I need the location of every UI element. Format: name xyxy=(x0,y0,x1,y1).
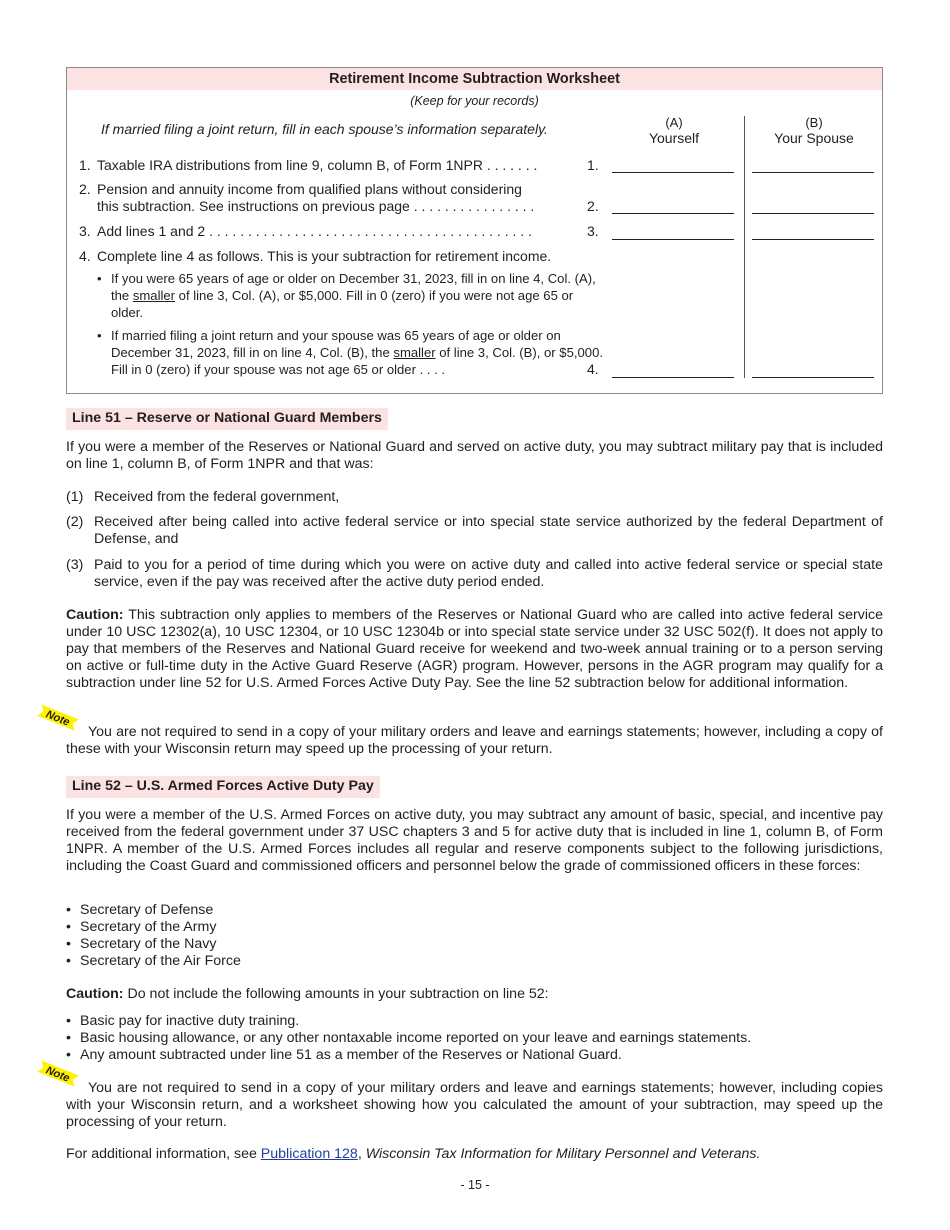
line-52-caution: Caution: Do not include the following amounts in your subtraction on line 52: xyxy=(66,986,549,1002)
list-item: • Secretary of the Air Force xyxy=(66,953,241,969)
line-3-col-a-field[interactable] xyxy=(612,239,734,240)
worksheet-title: Retirement Income Subtraction Worksheet xyxy=(67,68,882,90)
column-a-label: Yourself xyxy=(648,130,700,146)
line-3-col-b-field[interactable] xyxy=(752,239,874,240)
column-divider xyxy=(744,116,745,378)
line-2-col-b-field[interactable] xyxy=(752,213,874,214)
exclusion-list xyxy=(66,1013,883,1064)
column-a-letter: (A) xyxy=(665,115,683,130)
line-4-col-b-field[interactable] xyxy=(752,377,874,378)
line-2-col-a-field[interactable] xyxy=(612,213,734,214)
line-4-bullet-yourself: • If you were 65 years of age or older on December 31, 2023, fill in on line 4, Col. (A), the smaller of line 3, Col. (A), or $5,000. Fill in 0 (zero) if you were not age 65 or older. xyxy=(97,271,596,320)
line-52-heading: Line 52 – U.S. Armed Forces Active Duty Pay xyxy=(66,776,380,798)
page-number: - 15 - xyxy=(460,1178,490,1192)
list-item: • Secretary of the Army xyxy=(66,919,217,935)
list-item: • Secretary of Defense xyxy=(66,902,214,918)
line-51-caution: Caution: This subtraction only applies to members of the Reserves or National Guard who are called into active federal service under 10 USC 12302(a), 10 USC 12304, or 10 USC 12304b or into special state service under 32 USC 502(f). It does not apply to pay that members of the Reserves and National Guard receive for weekend and two-week annual training or to a person serving on active or full-time duty in the Active Guard Reserve (AGR) program. However, persons in the AGR program may qualify for a subtraction under line 52 for U.S. Armed Forces Active Duty Pay. See the line 52 subtraction below for additional information. xyxy=(66,607,883,691)
line-4-col-a-field[interactable] xyxy=(612,377,734,378)
column-b-header xyxy=(753,115,875,147)
page-content xyxy=(44,67,883,1162)
column-b-letter: (B) xyxy=(805,115,823,130)
retirement-worksheet: Retirement Income Subtraction Worksheet (Keep for your records) If married filing a joint return, fill in each spouse’s information separately. (A) Yourself (B) Your Spouse 1. Taxable IRA distributions from line 9, column B, of Form 1NPR . . . . . . . 1. 2. Pension and annuity income from qualified plans without considering this subtraction. See instructions on previous page . . . . . . . . . . . . . . . . 2. 3. Add lines 1 and 2 . . . . . . . . . . . . . . . . . . . . . . . . . . . . . . . . . . . . . . . . . . 3. 4. Complete line 4 as follows. This is your subtraction for retirement income. • If you were 65 years of age or older on December 31, 2023, fill in on line 4, Col. (A), the smaller of line 3, Col. (A), or $5,000. Fill in 0 (zero) if you were not age 65 or older. • If married filing a joint return and your spouse was 65 years of age or older on December 31, 2023, fill in on line 4, Col. (B), the smaller of line 3, Col. (B), or $5,000. Fill in 0 (zero) if your spouse was not age 65 or older . . . . 4. xyxy=(66,67,883,394)
line-1-col-a-field[interactable] xyxy=(612,172,734,173)
list-item: • Basic housing allowance, or any other nontaxable income reported on your leave and earnings statements. xyxy=(66,1030,752,1046)
line-52-note: You are not required to send in a copy of your military orders and leave and earnings statements; however, including copies with your Wisconsin return, and a worksheet showing how you calculated the amount of your subtraction, may speed up the processing of your return. xyxy=(66,1080,883,1130)
line-51-note: You are not required to send in a copy of your military orders and leave and earnings statements; however, including a copy of these with your Wisconsin return may speed up the processing of your return. xyxy=(66,724,883,757)
column-b-label: Your Spouse xyxy=(774,130,854,146)
line-52-intro: If you were a member of the U.S. Armed Forces on active duty, you may subtract any amount of basic, special, and incentive pay received from the federal government under 37 USC chapters 3 and 5 for active duty that is included in line 1, column B, of Form 1NPR. A member of the U.S. Armed Forces includes all regular and reserve components subject to the following jurisdictions, including the Coast Guard and commissioned officers and personnel below the grade of commissioned officers in these forces: xyxy=(66,807,883,874)
svg-text:Note: Note xyxy=(44,708,72,729)
line-51-item-2: (2) Received after being called into active federal service or into special state service authorized by the federal Department of Defense, and xyxy=(66,514,883,547)
line-51-item-1: (1) Received from the federal government, xyxy=(66,489,340,505)
worksheet-subtitle: (Keep for your records) xyxy=(410,94,539,108)
additional-info: For additional information, see Publication 128, Wisconsin Tax Information for Military Personnel and Veterans. xyxy=(66,1146,761,1162)
married-instruction: If married filing a joint return, fill in each spouse’s information separately. xyxy=(101,121,548,137)
column-a-header xyxy=(613,115,735,147)
list-item: • Basic pay for inactive duty training. xyxy=(66,1013,300,1029)
list-item: • Secretary of the Navy xyxy=(66,936,217,952)
line-1-col-b-field[interactable] xyxy=(752,172,874,173)
line-51-heading: Line 51 – Reserve or National Guard Members xyxy=(66,408,388,430)
svg-text:Note: Note xyxy=(44,1064,72,1085)
list-item: • Any amount subtracted under line 51 as a member of the Reserves or National Guard. xyxy=(66,1047,622,1063)
jurisdiction-list xyxy=(66,902,883,970)
publication-128-link[interactable]: Publication 128 xyxy=(260,1146,358,1162)
line-51-intro: If you were a member of the Reserves or National Guard and served on active duty, you may subtract military pay that is included on line 1, column B, of Form 1NPR and that was: xyxy=(66,439,883,472)
line-4-bullet-spouse: • If married filing a joint return and your spouse was 65 years of age or older on December 31, 2023, fill in on line 4, Col. (B), the smaller of line 3, Col. (B), or $5,000. Fill in 0 (zero) if your spouse was not age 65 or older . . . . xyxy=(97,328,603,377)
line-51-item-3: (3) Paid to you for a period of time during which you were on active duty and called into active federal service or special state service, even if the pay was received after the active duty period ended. xyxy=(66,557,883,590)
